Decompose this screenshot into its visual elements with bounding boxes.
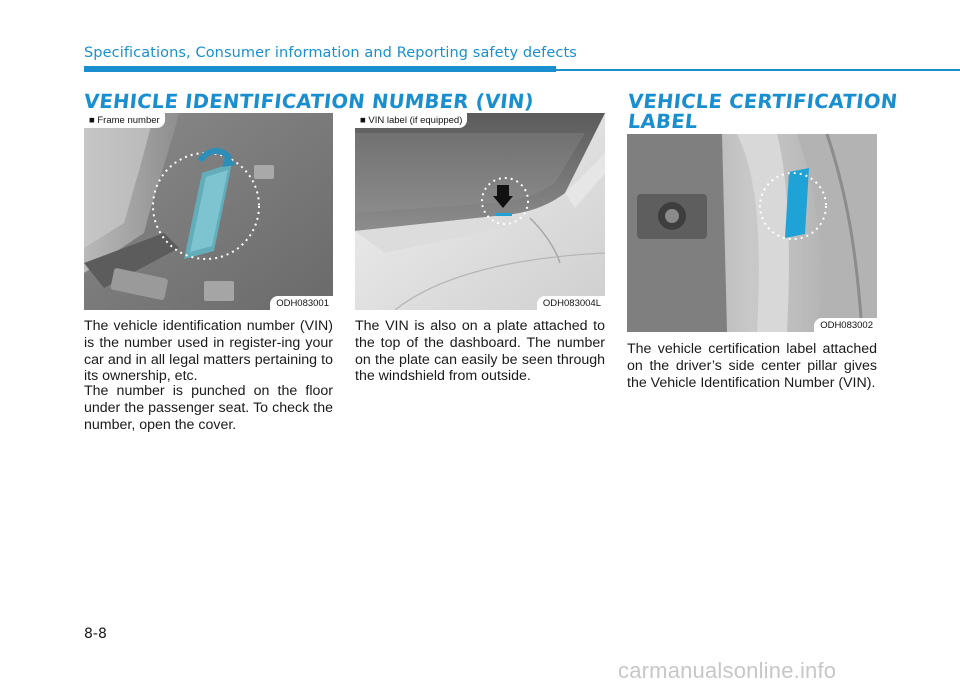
dashboard-paragraph: The VIN is also on a plate attached to the top of the dashboard. The number on the plate can easily be seen through the windshield from outside. — [355, 318, 605, 385]
vin-paragraph-2: The number is punched on the floor under the passenger seat. To check the number, open the cover. — [84, 383, 333, 433]
cert-section-title-line1: VEHICLE CERTIFICATION — [626, 90, 899, 113]
frame-number-figure-code: ODH083001 — [270, 296, 333, 310]
header-accent-bar — [84, 66, 556, 72]
vin-section-title: VEHICLE IDENTIFICATION NUMBER (VIN) — [82, 90, 535, 113]
dashboard-figure-code: ODH083004L — [537, 296, 605, 310]
frame-number-figure — [84, 113, 333, 310]
frame-number-caption: ■ Frame number — [84, 113, 165, 128]
site-watermark: carmanualsonline.info — [618, 658, 837, 683]
dashboard-vin-figure — [355, 113, 605, 310]
vin-label-caption: ■ VIN label (if equipped) — [355, 113, 467, 128]
page-number: 8-8 — [84, 626, 107, 642]
vin-paragraph-1: The vehicle identification number (VIN) is the number used in register-ing your car and in all legal matters pertaining to its ownership, etc. — [84, 318, 333, 385]
cert-section-title-line2: LABEL — [626, 110, 699, 133]
chapter-header-title: Specifications, Consumer information and Reporting safety defects — [84, 45, 577, 61]
certification-paragraph: The vehicle certification label attached on the driver’s side center pillar gives the Vehicle Identification Number (VIN). — [627, 341, 877, 391]
center-pillar-illustration — [627, 134, 877, 332]
header-rule — [556, 69, 960, 71]
center-pillar-figure — [627, 134, 877, 332]
center-pillar-figure-code: ODH083002 — [814, 318, 877, 332]
frame-number-illustration — [84, 113, 333, 310]
dashboard-vin-illustration — [355, 113, 605, 310]
